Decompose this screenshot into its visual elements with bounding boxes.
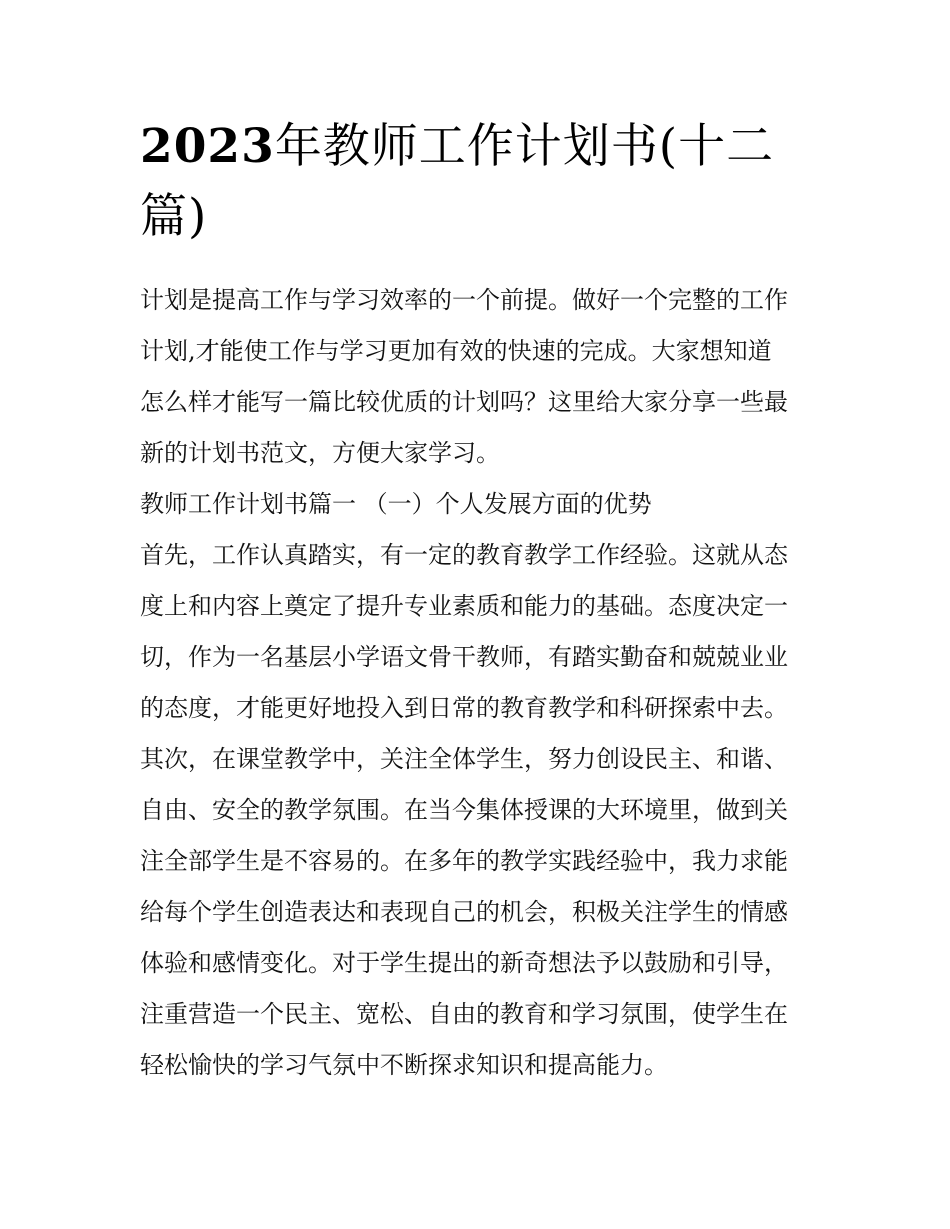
paragraph-line: 体验和感情变化。对于学生提出的新奇想法予以鼓励和引导，: [140, 949, 788, 977]
paragraph-line: 自由、安全的教学氛围。在当今集体授课的大环境里，做到关: [140, 796, 788, 824]
document-body: [140, 275, 820, 1091]
paragraph-line: 计划,才能使工作与学习更加有效的快速的完成。大家想知道: [140, 337, 772, 365]
title-year: 2023: [140, 119, 275, 174]
paragraph-line: 首先，工作认真踏实，有一定的教育教学工作经验。这就从态: [140, 541, 788, 569]
paragraph-line: 注全部学生是不容易的。在多年的教学实践经验中，我力求能: [140, 847, 788, 875]
title-text: 年教师工作计划书(十二篇): [140, 119, 775, 244]
paragraph-line: 轻松愉快的学习气氛中不断探求知识和提高能力。: [140, 1051, 668, 1079]
paragraph-line: 其次，在课堂教学中，关注全体学生，努力创设民主、和谐、: [140, 745, 788, 773]
section-heading-line: 教师工作计划书篇一 （一）个人发展方面的优势: [140, 490, 652, 518]
document-title: [140, 112, 820, 252]
paragraph-line: 计划是提高工作与学习效率的一个前提。做好一个完整的工作: [140, 286, 788, 314]
paragraph-line: 怎么样才能写一篇比较优质的计划吗？这里给大家分享一些最: [140, 388, 788, 416]
paragraph-line: 给每个学生创造表达和表现自己的机会，积极关注学生的情感: [140, 898, 788, 926]
paragraph-line: 的态度，才能更好地投入到日常的教育教学和科研探索中去。: [140, 694, 788, 722]
paragraph-line: 注重营造一个民主、宽松、自由的教育和学习氛围，使学生在: [140, 1000, 788, 1028]
paragraph-line: 度上和内容上奠定了提升专业素质和能力的基础。态度决定一: [140, 592, 788, 620]
paragraph-line: 新的计划书范文，方便大家学习。: [140, 439, 500, 467]
paragraph-line: 切，作为一名基层小学语文骨干教师，有踏实勤奋和兢兢业业: [140, 643, 788, 671]
